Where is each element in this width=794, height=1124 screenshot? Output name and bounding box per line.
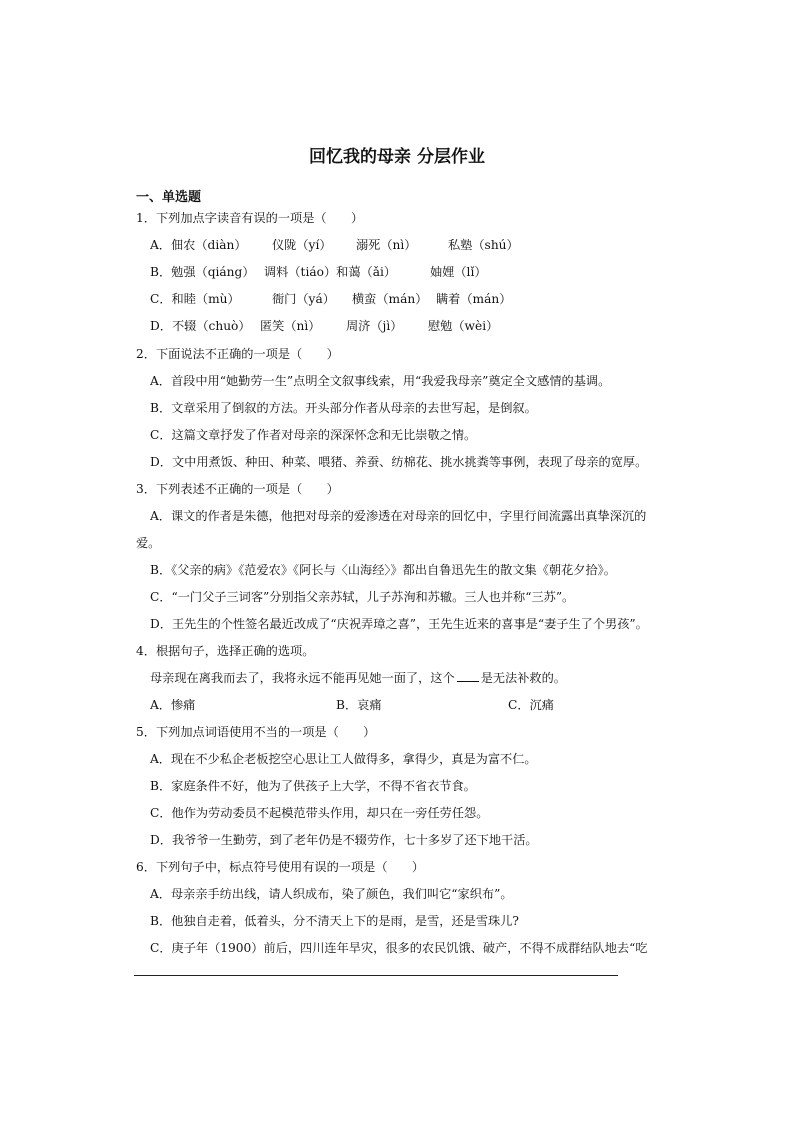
question-2-stem: 2．下面说法不正确的一项是（ ） xyxy=(136,347,339,361)
q6-option-b: B．他独自走着，低着头，分不清天上下的是雨，是雪，还是雪珠儿? xyxy=(150,914,519,928)
q1-option-a-1: A．佃农（diàn） xyxy=(150,238,247,252)
q6-option-c: C．庚子年（1900）前后，四川连年旱灾，很多的农民饥饿、破产，不得不成群结队地去“吃 xyxy=(150,941,648,955)
question-6-stem: 6．下列句子中，标点符号使用有误的一项是（ ） xyxy=(136,860,425,874)
q1-option-d-4: 慰勉（wèi） xyxy=(428,319,499,333)
question-3-stem: 3．下列表述不正确的一项是（ ） xyxy=(136,482,339,496)
q2-option-b: B．文章采用了倒叙的方法。开头部分作者从母亲的去世写起，是倒叙。 xyxy=(150,401,537,415)
page-title: 回忆我的母亲 分层作业 xyxy=(309,147,485,167)
question-4-stem: 4．根据句子，选择正确的选项。 xyxy=(136,644,315,658)
q4-option-b: B．哀痛 xyxy=(336,698,382,712)
q1-option-c-3: 横蛮（mán） xyxy=(352,292,428,306)
q2-option-d: D．文中用煮饭、种田、种菜、喂猪、养蚕、纺棉花、挑水挑粪等事例，表现了母亲的宽厚。 xyxy=(150,455,648,469)
q5-option-a: A．现在不少私企老板挖空心思让工人做得多，拿得少，真是为富不仁。 xyxy=(150,752,537,766)
q1-option-d-3: 周济（jì） xyxy=(346,319,403,333)
q1-option-b-1: B．勉强（qiáng） xyxy=(150,265,255,279)
footer-divider xyxy=(134,975,618,976)
q4-option-a: A．惨痛 xyxy=(150,698,196,712)
q4-option-c: C．沉痛 xyxy=(508,698,554,712)
q5-option-d: D．我爷爷一生勤劳，到了老年仍是不辍劳作，七十多岁了还下地干活。 xyxy=(150,833,538,847)
q4-sentence xyxy=(150,670,566,686)
section-heading: 一、单选题 xyxy=(136,190,202,205)
q6-option-a: A．母亲亲手纺出线，请人织成布，染了颜色，我们叫它“家织布”。 xyxy=(150,887,513,901)
q2-option-c: C．这篇文章抒发了作者对母亲的深深怀念和无比崇敬之情。 xyxy=(150,428,477,442)
q2-option-a: A．首段中用“她勤劳一生”点明全文叙事线索，用“我爱我母亲”奠定全文感情的基调。 xyxy=(150,374,611,388)
q3-option-d: D．王先生的个性签名最近改成了“庆祝弄璋之喜”，王先生近来的喜事是“妻子生了个男孩”。 xyxy=(150,617,648,631)
q1-option-a-4: 私塾（shú） xyxy=(448,238,519,252)
question-5-stem: 5．下列加点词语使用不当的一项是（ ） xyxy=(136,725,376,739)
q3-option-a-line2: 爱。 xyxy=(136,536,161,550)
q1-option-d-1: D．不辍（chuò） xyxy=(150,319,251,333)
q1-option-a-2: 仪陇（yí） xyxy=(272,238,332,252)
q1-option-a-3: 溺死（nì） xyxy=(356,238,417,252)
q4-sentence-before: 母亲现在离我而去了，我将永远不能再见她一面了，这个 xyxy=(150,671,455,685)
q4-sentence-after: 是无法补救的。 xyxy=(480,671,566,685)
q1-option-c-4: 瞒着（mán） xyxy=(436,292,512,306)
q1-option-b-4: 妯娌（lǐ） xyxy=(430,265,487,279)
q1-option-b-2: 调料（tiáo）和蔼（ǎi） xyxy=(264,265,397,279)
q1-option-c-1: C．和睦（mù） xyxy=(150,292,240,306)
answer-blank xyxy=(457,670,479,682)
q5-option-b: B．家庭条件不好，他为了供孩子上大学，不得不省衣节食。 xyxy=(150,779,476,793)
q3-option-a-line1: A．课文的作者是朱德，他把对母亲的爱渗透在对母亲的回忆中，字里行间流露出真挚深沉的 xyxy=(150,509,647,523)
q5-option-c: C．他作为劳动委员不起模范带头作用，却只在一旁任劳任怨。 xyxy=(150,806,489,820)
q3-option-c: C．“一门父子三词客”分别指父亲苏轼，儿子苏洵和苏辙。三人也并称“三苏”。 xyxy=(150,590,575,604)
q3-option-b: B．《父亲的病》《范爱农》《阿长与〈山海经〉》都出自鲁迅先生的散文集《朝花夕拾》。 xyxy=(150,563,616,577)
q1-option-c-2: 衙门（yá） xyxy=(272,292,335,306)
q1-option-d-2: 匿笑（nì） xyxy=(260,319,321,333)
question-1-stem: 1．下列加点字读音有误的一项是（ ） xyxy=(136,211,364,225)
